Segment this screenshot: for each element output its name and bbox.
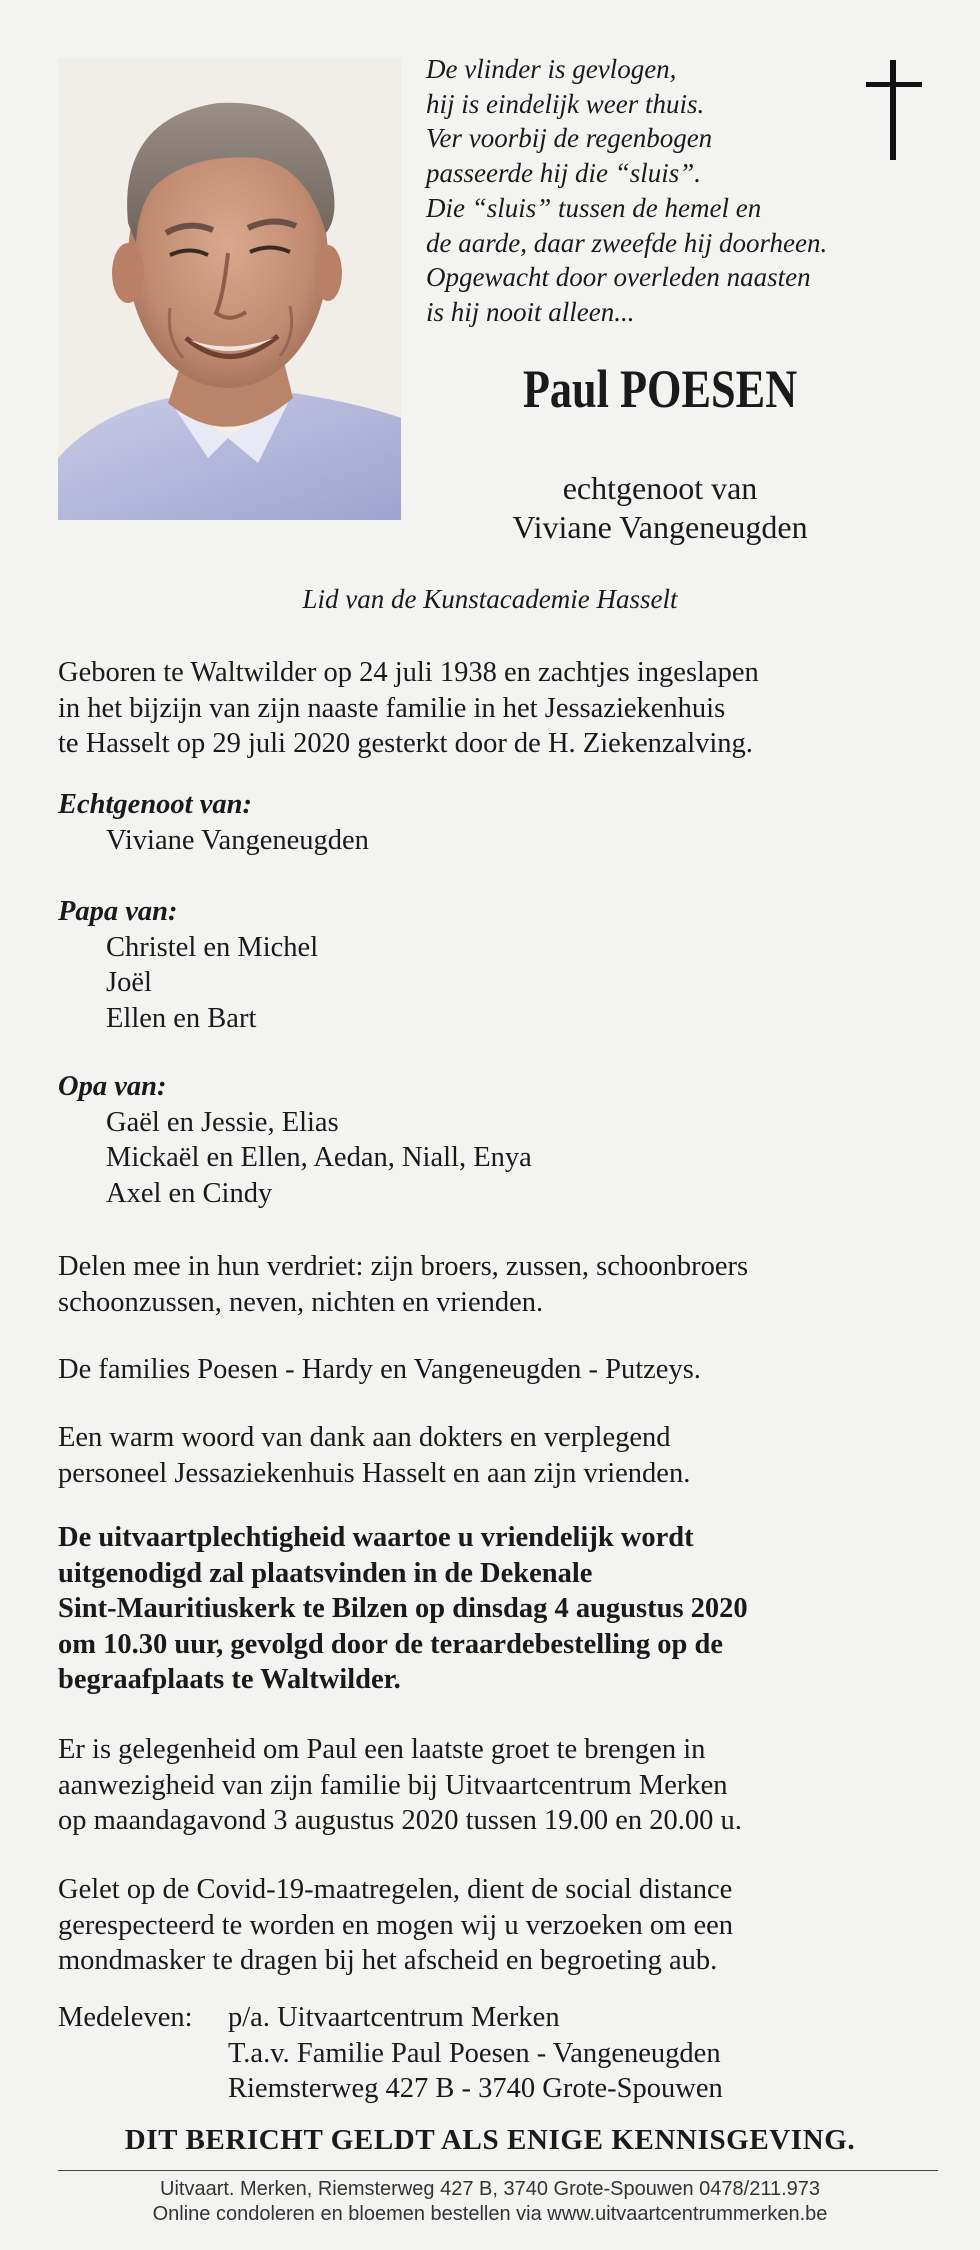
- poem: [426, 52, 866, 330]
- footer-line: Online condoleren en bloemen bestellen via www.uitvaartcentrummerken.be: [152, 2203, 828, 2225]
- opa-section: [58, 1069, 938, 1211]
- text-line: om 10.30 uur, gevolgd door de teraardebestelling op de: [58, 1628, 724, 1660]
- portrait-illustration: [58, 58, 401, 520]
- text-line: aanwezigheid van zijn familie bij Uitvaartcentrum Merken: [58, 1769, 728, 1801]
- text-line: begraafplaats te Waltwilder.: [58, 1664, 401, 1695]
- poem-line: hij is eindelijk weer thuis.: [426, 88, 705, 119]
- text-line: schoonzussen, neven, nichten en vrienden.: [58, 1286, 544, 1318]
- section-heading: Echtgenoot van:: [58, 789, 252, 820]
- poem-line: Ver voorbij de regenbogen: [426, 123, 713, 154]
- poem-line: De vlinder is gevlogen,: [426, 54, 677, 84]
- birth-paragraph: [58, 655, 938, 762]
- family-name: Ellen en Bart: [106, 1002, 257, 1034]
- family-name: Gaël en Jessie, Elias: [106, 1106, 339, 1138]
- address-line: Riemsterweg 427 B - 3740 Grote-Spouwen: [228, 2073, 723, 2104]
- condolence-address: [58, 2000, 938, 2107]
- family-name: Axel en Cindy: [106, 1177, 273, 1209]
- address-line: T.a.v. Familie Paul Poesen - Vangeneugden: [228, 2037, 721, 2069]
- text-line: Geboren te Waltwilder op 24 juli 1938 en zachtjes ingeslapen: [58, 657, 759, 688]
- section-heading: Papa van:: [58, 896, 178, 927]
- text-line: De families Poesen - Hardy en Vangeneugden - Putzeys.: [58, 1354, 701, 1385]
- text-line: op maandagavond 3 augustus 2020 tussen 19.00 en 20.00 u.: [58, 1805, 742, 1836]
- footer-divider: [58, 2170, 938, 2171]
- poem-line: de aarde, daar zweefde hij doorheen.: [426, 227, 828, 258]
- family-name: Viviane Vangeneugden: [106, 824, 369, 856]
- family-name: Mickaël en Ellen, Aedan, Niall, Enya: [106, 1142, 532, 1173]
- footer-line: Uitvaart. Merken, Riemsterweg 427 B, 3740 Grote-Spouwen 0478/211.973: [160, 2178, 820, 2200]
- covid-paragraph: [58, 1872, 938, 1979]
- family-name: Joël: [106, 967, 152, 998]
- poem-line: Opgewacht door overleden naasten: [426, 262, 811, 293]
- text-line: Een warm woord van dank aan dokters en verplegend: [58, 1422, 671, 1453]
- text-line: gerespecteerd te worden en mogen wij u verzoeken om een: [58, 1909, 733, 1941]
- text-line: Delen mee in hun verdriet: zijn broers, zussen, schoonbroers: [58, 1251, 749, 1282]
- poem-line: passeerde hij die “sluis”.: [426, 158, 702, 189]
- deceased-name: Paul POESEN: [522, 359, 798, 419]
- section-heading: Opa van:: [58, 1071, 167, 1102]
- sorrow-paragraph: [58, 1249, 938, 1320]
- thanks-paragraph: [58, 1420, 938, 1491]
- sole-notice: DIT BERICHT GELDT ALS ENIGE KENNISGEVING.: [124, 2124, 856, 2156]
- text-line: personeel Jessaziekenhuis Hasselt en aan zijn vrienden.: [58, 1457, 691, 1489]
- text-line: Gelet op de Covid-19-maatregelen, dient de social distance: [58, 1874, 733, 1905]
- portrait-photo: [58, 58, 401, 520]
- condolence-label: Medeleven:: [58, 2002, 193, 2033]
- poem-line: is hij nooit alleen...: [426, 296, 635, 327]
- text-line: Er is gelegenheid om Paul een laatste groet te brengen in: [58, 1734, 706, 1765]
- poem-line: Die “sluis” tussen de hemel en: [426, 192, 762, 223]
- text-line: uitgenodigd zal plaatsvinden in de Dekenale: [58, 1557, 593, 1589]
- farewell-paragraph: [58, 1732, 938, 1839]
- text-line: te Hasselt op 29 juli 2020 gesterkt door de H. Ziekenzalving.: [58, 728, 753, 759]
- address-line: p/a. Uitvaartcentrum Merken: [228, 2002, 560, 2033]
- text-line: De uitvaartplechtigheid waartoe u vriendelijk wordt: [58, 1522, 694, 1553]
- families-line: [58, 1352, 938, 1388]
- papa-section: [58, 894, 938, 1036]
- membership-line: Lid van de Kunstacademie Hasselt: [302, 584, 678, 614]
- family-name: Christel en Michel: [106, 931, 319, 963]
- spouse-intro: echtgenoot van: [562, 470, 758, 506]
- cross-icon: [866, 60, 924, 160]
- spouse-section: [58, 787, 938, 858]
- text-line: Sint-Mauritiuskerk te Bilzen op dinsdag 4 augustus 2020: [58, 1593, 748, 1624]
- text-line: mondmasker te dragen bij het afscheid en begroeting aub.: [58, 1945, 718, 1976]
- funeral-paragraph: [58, 1520, 938, 1698]
- text-line: in het bijzijn van zijn naaste familie in het Jessaziekenhuis: [58, 692, 726, 724]
- spouse-name: Viviane Vangeneugden: [512, 509, 808, 545]
